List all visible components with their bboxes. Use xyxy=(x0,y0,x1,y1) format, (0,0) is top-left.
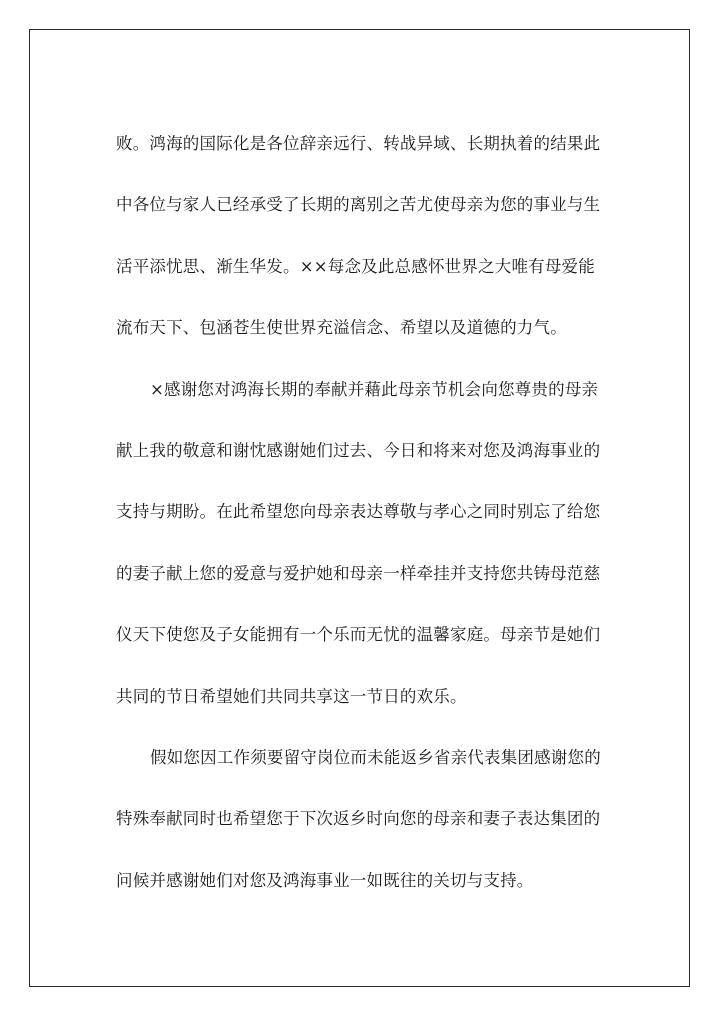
paragraph-start-line: ×感谢您对鸿海长期的奉献并藉此母亲节机会向您尊贵的母亲 xyxy=(150,379,599,399)
text-line: 支持与期盼。在此希望您向母亲表达尊敬与孝心之同时别忘了给您 xyxy=(116,502,601,522)
text-line: 败。鸿海的国际化是各位辞亲远行、转战异域、长期执着的结果此 xyxy=(116,134,601,153)
text-line: 问候并感谢她们对您及鸿海事业一如既往的关切与支持。 xyxy=(116,870,534,890)
text-line: 活平添忧思、渐生华发。××每念及此总感怀世界之大唯有母爱能 xyxy=(116,256,595,276)
text-line: 仪天下使您及子女能拥有一个乐而无忧的温馨家庭。母亲节是她们 xyxy=(116,625,601,645)
document-body xyxy=(116,124,626,922)
text-line: 的妻子献上您的爱意与爱护她和母亲一样牵挂并支持您共铸母范慈 xyxy=(116,563,601,583)
text-line: 共同的节日希望她们共同共享这一节日的欢乐。 xyxy=(116,686,467,706)
text-line: 中各位与家人已经承受了长期的离别之苦尤使母亲为您的事业与生 xyxy=(116,195,601,215)
paragraph-start-line: 假如您因工作须要留守岗位而未能返乡省亲代表集团感谢您的 xyxy=(150,747,601,767)
text-line: 流布天下、包涵苍生使世界充溢信念、希望以及道德的力气。 xyxy=(116,318,567,338)
text-line: 献上我的敬意和谢忱感谢她们过去、今日和将来对您及鸿海事业的 xyxy=(116,440,601,460)
text-line: 特殊奉献同时也希望您于下次返乡时向您的母亲和妻子表达集团的 xyxy=(116,809,601,829)
